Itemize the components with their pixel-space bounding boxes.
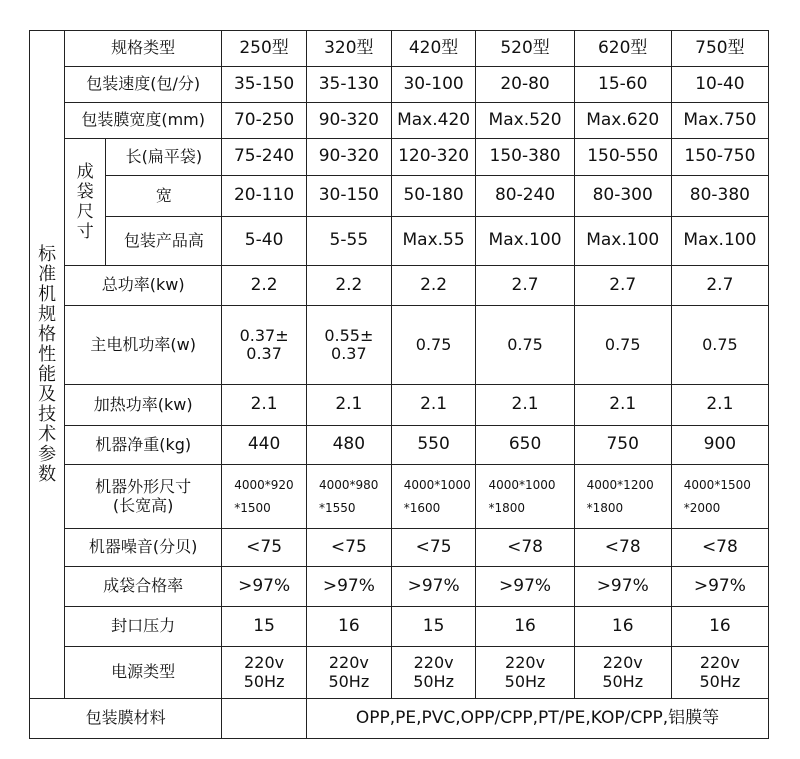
model-750: 750型 [671,31,768,67]
line: 50Hz [504,671,546,691]
total-power-row [30,266,769,306]
cell: 440 [222,426,307,465]
cell: 120-320 [391,139,476,176]
heating-power-label: 加热功率(kw) [65,385,222,426]
empty-cell [222,699,307,739]
cell: Max.100 [574,217,671,266]
line: 0.37 [246,344,282,363]
cell [306,465,391,529]
line: *1550 [318,500,356,515]
cell [222,465,307,529]
cell: 2.1 [476,385,574,426]
line: 220v [699,653,740,673]
model-250: 250型 [222,31,307,67]
pass-rate-label: 成袋合格率 [65,567,222,607]
cell [391,465,476,529]
cell: 900 [671,426,768,465]
cell: 150-380 [476,139,574,176]
cell [391,647,476,699]
cell [671,306,768,385]
line: 0.75 [702,334,738,354]
cell: <75 [306,529,391,567]
cell: 30-100 [391,67,476,103]
line: 0.75 [507,334,543,354]
cell: 80-240 [476,176,574,217]
line: 220v [413,653,454,673]
speed-row [30,67,769,103]
cell: 80-300 [574,176,671,217]
bag-length-label: 长(扁平袋) [106,139,222,176]
main-motor-label: 主电机功率(w) [65,306,222,385]
cell: 70-250 [222,103,307,139]
pass-rate-row [30,567,769,607]
cell: <75 [391,529,476,567]
cell: 5-40 [222,217,307,266]
cell: 15 [391,607,476,647]
cell: 16 [476,607,574,647]
cell [671,647,768,699]
film-width-label: 包装膜宽度(mm) [65,103,222,139]
noise-label: 机器噪音(分贝) [65,529,222,567]
cell: 80-380 [671,176,768,217]
cell: 2.2 [306,266,391,306]
line: 220v [244,653,285,673]
cell: 35-130 [306,67,391,103]
line: 0.37± [239,325,289,345]
cell [222,647,307,699]
cell: >97% [476,567,574,607]
line: 4000*980 [318,477,379,492]
bag-size-group-label: 成袋尺寸 [65,139,106,266]
speed-label: 包装速度(包/分) [65,67,222,103]
cell: 750 [574,426,671,465]
cell [574,465,671,529]
bag-height-row [30,217,769,266]
line: 50Hz [243,671,285,691]
cell [476,465,574,529]
cell: 2.2 [391,266,476,306]
cell [306,647,391,699]
cell: 2.7 [574,266,671,306]
cell: 650 [476,426,574,465]
cell: 20-110 [222,176,307,217]
cell: Max.750 [671,103,768,139]
cell: 2.7 [671,266,768,306]
line: 4000*1500 [683,477,751,492]
line: 机器外形尺寸 [95,477,192,497]
cell: 2.2 [222,266,307,306]
cell: 2.1 [306,385,391,426]
line: 0.75 [604,334,641,354]
cell: >97% [391,567,476,607]
cell: Max.420 [391,103,476,139]
line: 0.37 [331,344,367,363]
line: 0.75 [415,334,452,354]
cell [222,306,307,385]
cell: 2.1 [222,385,307,426]
material-value: OPP,PE,PVC,OPP/CPP,PT/PE,KOP/CPP,铝膜等 [306,699,768,739]
cell: 20-80 [476,67,574,103]
cell: 150-750 [671,139,768,176]
cell: Max.100 [476,217,574,266]
line: 50Hz [328,671,370,691]
spec-table [29,30,769,739]
cell: 15-60 [574,67,671,103]
line: (长宽高) [112,495,174,515]
cell: 75-240 [222,139,307,176]
cell: 16 [671,607,768,647]
line: 220v [602,653,643,673]
power-supply-row [30,647,769,699]
seal-pressure-label: 封口压力 [65,607,222,647]
line: *1600 [403,500,441,515]
cell: 150-550 [574,139,671,176]
cell [671,465,768,529]
cell: Max.55 [391,217,476,266]
model-320: 320型 [306,31,391,67]
cell [476,306,574,385]
cell: Max.520 [476,103,574,139]
line: 0.55± [324,325,374,345]
power-supply-label: 电源类型 [65,647,222,699]
cell: 90-320 [306,139,391,176]
line: *1500 [234,500,271,515]
cell [574,647,671,699]
total-power-label: 总功率(kw) [65,266,222,306]
bag-width-row [30,176,769,217]
cell: >97% [574,567,671,607]
line: 4000*1200 [586,477,654,492]
cell: 50-180 [391,176,476,217]
header-label: 规格类型 [65,31,222,67]
film-width-row [30,103,769,139]
cell: 5-55 [306,217,391,266]
line: 4000*920 [234,477,294,492]
line: *1800 [586,500,624,515]
cell: 35-150 [222,67,307,103]
line: 50Hz [699,671,741,691]
cell: Max.620 [574,103,671,139]
cell [476,647,574,699]
cell: Max.100 [671,217,768,266]
bag-length-row [30,139,769,176]
cell [574,306,671,385]
line: 50Hz [602,671,644,691]
model-420: 420型 [391,31,476,67]
cell: <78 [671,529,768,567]
line: *1800 [488,500,526,515]
bag-width-label: 宽 [106,176,222,217]
cell: 550 [391,426,476,465]
main-motor-row [30,306,769,385]
noise-row [30,529,769,567]
line: 4000*1000 [488,477,556,492]
model-520: 520型 [476,31,574,67]
dimensions-row [30,465,769,529]
cell [306,306,391,385]
cell: 2.1 [574,385,671,426]
cell: 16 [574,607,671,647]
cell: >97% [222,567,307,607]
dimensions-label [65,465,222,529]
cell: >97% [671,567,768,607]
cell: 2.7 [476,266,574,306]
cell: <75 [222,529,307,567]
cell: <78 [574,529,671,567]
line: 50Hz [413,671,454,691]
header-row [30,31,769,67]
line: 220v [328,653,369,673]
material-label: 包装膜材料 [30,699,222,739]
line: *2000 [683,500,721,515]
cell: 30-150 [306,176,391,217]
heating-power-row [30,385,769,426]
model-620: 620型 [574,31,671,67]
cell: 10-40 [671,67,768,103]
cell: 16 [306,607,391,647]
bag-height-label: 包装产品高 [106,217,222,266]
seal-pressure-row [30,607,769,647]
material-row [30,699,769,739]
cell: 2.1 [671,385,768,426]
line: 4000*1000 [403,477,471,492]
cell: 2.1 [391,385,476,426]
cell: 90-320 [306,103,391,139]
cell: 480 [306,426,391,465]
cell: >97% [306,567,391,607]
cell: <78 [476,529,574,567]
line: 220v [505,653,546,673]
net-weight-label: 机器净重(kg) [65,426,222,465]
cell: 15 [222,607,307,647]
side-label: 标准机规格性能及技术参数 [30,31,65,699]
net-weight-row [30,426,769,465]
cell [391,306,476,385]
